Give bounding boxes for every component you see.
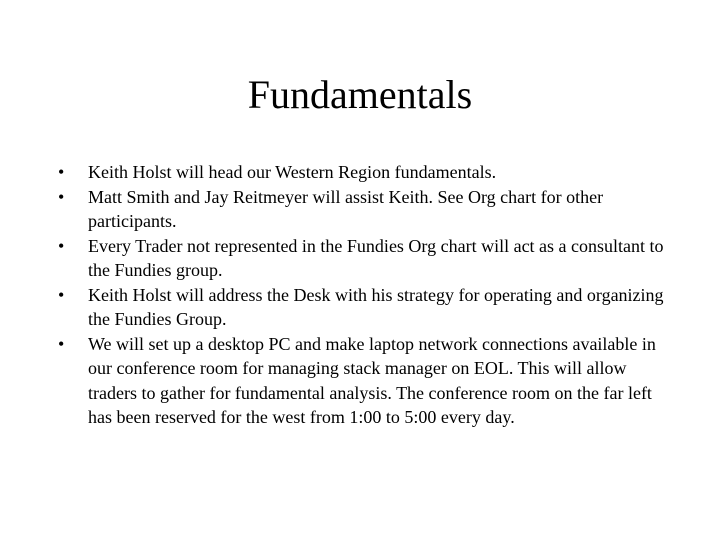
bullet-text: We will set up a desktop PC and make laptop network connections available in our conference room for managing stack manager on EOL. This will allow traders to gather for fundamental analysis. The conference room on the far left has been reserved for the west from 1:00 to 5:00 every day. [88, 333, 656, 427]
bullet-text: Keith Holst will address the Desk with his strategy for operating and organizing the Fundies Group. [88, 284, 664, 329]
bullet-icon: • [58, 235, 65, 256]
bullet-list [56, 160, 666, 430]
bullet-icon: • [58, 186, 65, 207]
bullet-item [56, 185, 666, 234]
bullet-item [56, 160, 666, 185]
bullet-icon: • [58, 162, 65, 182]
bullet-text: Keith Holst will head our Western Region fundamentals. [88, 162, 497, 182]
bullet-text: Matt Smith and Jay Reitmeyer will assist Keith. See Org chart for other participants. [88, 186, 604, 231]
bullet-item [56, 234, 666, 283]
bullet-icon: • [58, 333, 65, 354]
bullet-item [56, 283, 666, 332]
slide-title: Fundamentals [247, 72, 473, 117]
bullet-item [56, 332, 666, 430]
bullet-text: Every Trader not represented in the Fundies Org chart will act as a consultant to the Fundies group. [88, 235, 664, 280]
bullet-icon: • [58, 284, 65, 305]
